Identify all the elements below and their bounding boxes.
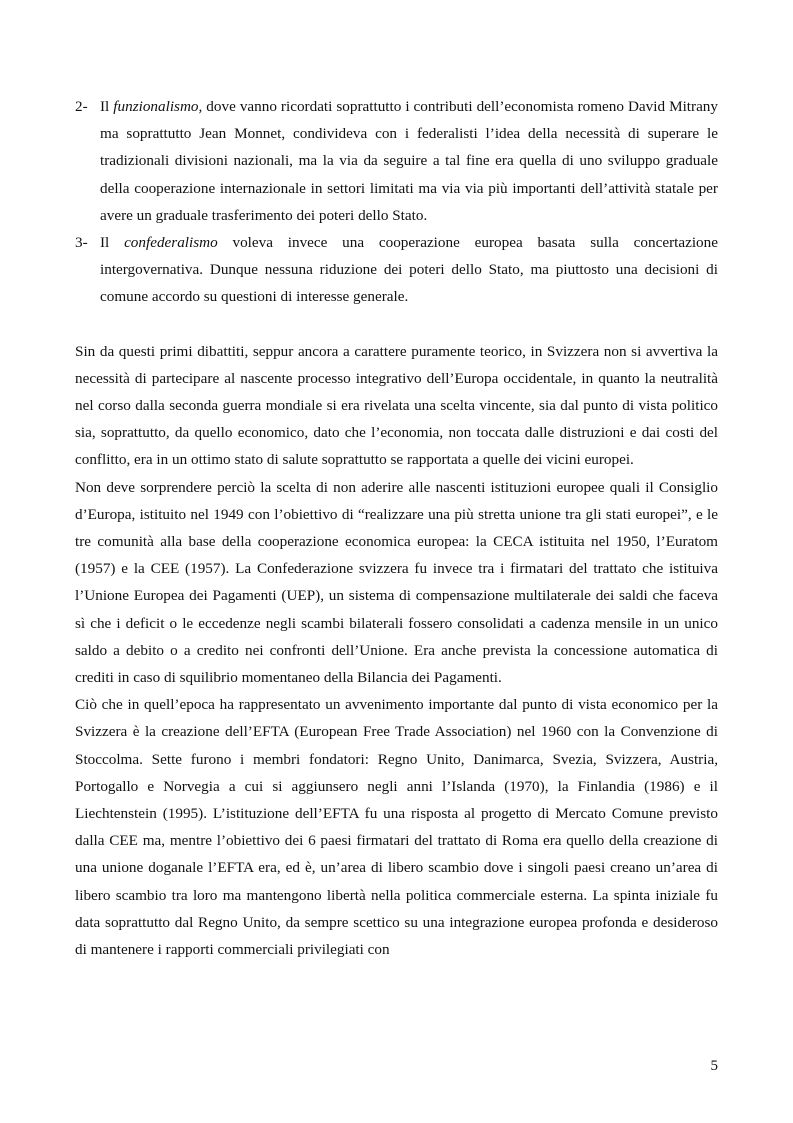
term-funzionalismo: funzionalismo, bbox=[113, 98, 203, 115]
paragraph-svizzera-neutralita: Sin da questi primi dibattiti, seppur ancora a carattere puramente teorico, in Svizzera non si avvertiva la necessità di partecipare al nascente processo integrativo dell’Europa occidentale, in quanto la neutralità nel corso dalla seconda guerra mondiale si era rivelata una scelta vincente, sia dal punto di vista politico sia, soprattutto, da quello economico, dato che l’economia, non toccata dalle distruzioni e dai costi del conflitto, era in un ottimo stato di salute soprattutto se rapportata a quelle dei vicini europei. bbox=[75, 342, 718, 469]
list-item-text: Il funzionalismo, dove vanno ricordati soprattutto i contributi dell’economista romeno David Mitrany ma soprattutto Jean Monnet, condivideva con i federalisti l’idea della necessità di superare le tradizionali divisioni nazionali, ma la via da seguire a tal fine era quella di uno sviluppo graduale della cooperazione internazionale in settori limitati ma via via più importanti dell’attività statale per avere un graduale trasferimento dei poteri dello Stato. bbox=[100, 98, 718, 224]
list-marker: 3- bbox=[75, 234, 88, 252]
list-item-3 bbox=[75, 229, 718, 311]
page-number: 5 bbox=[710, 1058, 718, 1074]
paragraph-istituzioni-europee: Non deve sorprendere perciò la scelta di non aderire alle nascenti istituzioni europee quali il Consiglio d’Europa, istituito nel 1949 con l’obiettivo di “realizzare una più stretta unione tra gli stati europei”, e le tre comunità alla base della cooperazione economica europea: la CECA istituita nel 1950, l’Euratom (1957) e la CEE (1957). La Confederazione svizzera fu invece tra i firmatari del trattato che istituiva l’Unione Europea dei Pagamenti (UEP), un sistema di compensazione multilaterale dei saldi che faceva sì che i deficit o le eccedenze negli scambi bilaterali fossero consolidati a cadenza mensile in un unico saldo a debito o a credito nei confronti dell’Unione. Era anche prevista la concessione automatica di crediti in caso di squilibrio momentaneo della Bilancia dei Pagamenti. bbox=[75, 478, 718, 687]
paragraph-efta: Ciò che in quell’epoca ha rappresentato un avvenimento importante dal punto di vista economico per la Svizzera è la creazione dell’EFTA (European Free Trade Association) nel 1960 con la Convenzione di Stoccolma. Sette furono i membri fondatori: Regno Unito, Danimarca, Svezia, Svizzera, Austria, Portogallo e Norvegia a cui si aggiunsero negli anni l’Islanda (1970), la Finlandia (1986) e il Liechtenstein (1995). L’istituzione dell’EFTA fu una risposta al progetto di Mercato Comune previsto dalla CEE ma, mentre l’obiettivo dei 6 paesi firmatari del trattato di Roma era quello della creazione di una unione doganale l’EFTA era, ed è, un’area di libero scambio dove i singoli paesi creano un’area di libero scambio tra loro ma mantengono libertà nella politica commerciale esterna. La spinta iniziale fu data soprattutto dal Regno Unito, da sempre scettico su una integrazione europea profonda e desideroso di mantenere i rapporti commerciali privilegiati con bbox=[75, 696, 718, 959]
list-item-2 bbox=[75, 93, 718, 229]
list-marker: 2- bbox=[75, 98, 88, 115]
list-item-text: Il confederalismo voleva invece una cooperazione europea basata sulla concertazione intergovernativa. Dunque nessuna riduzione dei poteri dello Stato, ma piuttosto una decisioni di comune accordo su questioni di interesse generale. bbox=[100, 234, 718, 306]
term-confederalismo: confederalismo bbox=[124, 234, 218, 252]
page-body bbox=[75, 93, 718, 963]
